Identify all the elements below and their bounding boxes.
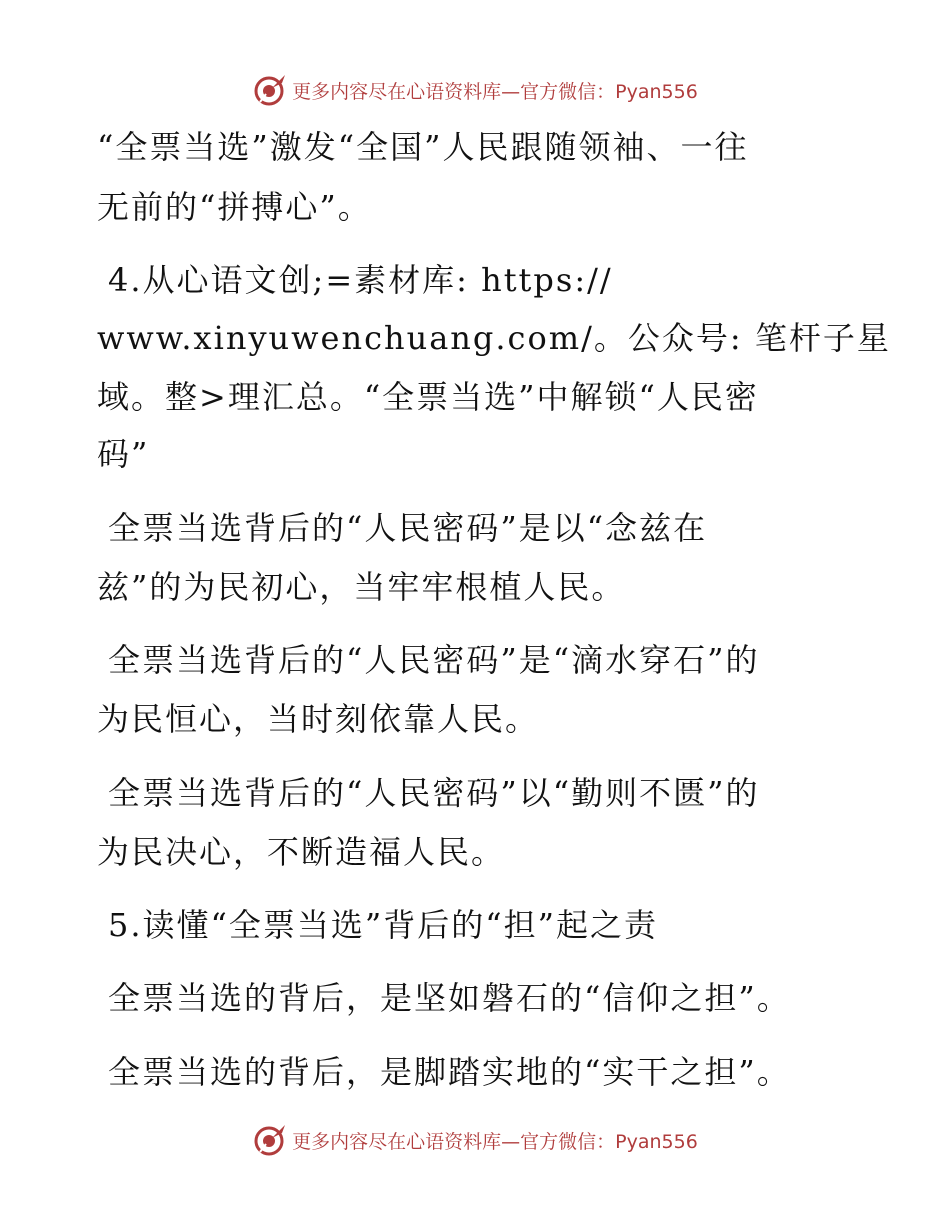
body-line-4: www.xinyuwenchuang.com/。公众号: 笔杆子星	[97, 319, 891, 357]
body-line-8: 兹”的为民初心，当牢牢根植人民。	[97, 568, 626, 606]
body-line-11: 全票当选背后的“人民密码”以“勤则不匮”的	[108, 774, 760, 812]
body-line-15: 全票当选的背后，是脚踏实地的“实干之担”。	[108, 1053, 791, 1091]
quill-logo-icon	[252, 72, 288, 108]
footer-watermark-text: 更多内容尽在心语资料库—官方微信：Pyan556	[292, 1130, 698, 1153]
body-line-2: 无前的“拼搏心”。	[97, 188, 372, 226]
body-line-9: 全票当选背后的“人民密码”是“滴水穿石”的	[108, 641, 760, 679]
body-line-1: “全票当选”激发“全国”人民跟随领袖、一往	[97, 128, 749, 166]
header-watermark	[0, 70, 950, 110]
body-line-10: 为民恒心，当时刻依靠人民。	[97, 700, 540, 738]
body-line-5: 域。整>理汇总。“全票当选”中解锁“人民密	[97, 378, 759, 416]
footer-watermark	[0, 1120, 950, 1160]
body-line-14: 全票当选的背后，是坚如磐石的“信仰之担”。	[108, 979, 791, 1017]
quill-logo-icon	[252, 1122, 288, 1158]
body-line-6: 码”	[97, 435, 150, 473]
body-line-12: 为民决心，不断造福人民。	[97, 833, 506, 871]
body-line-3: 4.从心语文创;=素材库: https://	[108, 261, 613, 299]
body-line-13: 5.读懂“全票当选”背后的“担”起之责	[108, 906, 658, 944]
body-line-7: 全票当选背后的“人民密码”是以“念兹在	[108, 509, 708, 547]
header-watermark-text: 更多内容尽在心语资料库—官方微信：Pyan556	[292, 80, 698, 103]
